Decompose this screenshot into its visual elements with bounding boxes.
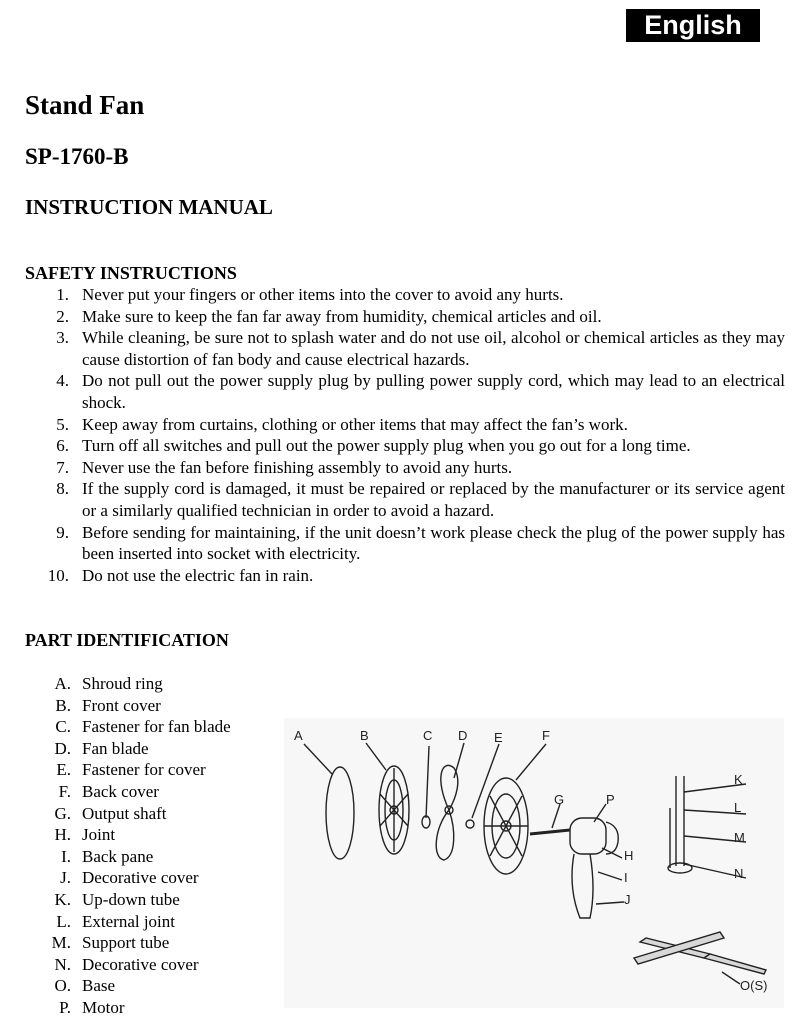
diagram-label-p: P: [606, 792, 615, 807]
item-number: 6.: [56, 436, 69, 456]
item-letter: K.: [54, 889, 71, 909]
diagram-label-f: F: [542, 728, 550, 743]
item-text: If the supply cord is damaged, it must be repaired or replaced by the manufacturer or its service agent or a similarly qualified technician in order to avoid a hazard.: [82, 479, 785, 520]
item-letter: L.: [56, 911, 71, 931]
list-item: [25, 975, 295, 997]
item-letter: C.: [55, 717, 71, 737]
item-number: 2.: [56, 306, 69, 326]
item-letter: J.: [60, 868, 71, 888]
item-letter: M.: [51, 933, 71, 953]
diagram-label-d: D: [458, 728, 468, 743]
list-item: [25, 781, 295, 803]
list-item: [25, 824, 295, 846]
item-letter: O.: [54, 976, 71, 996]
item-text: Joint: [82, 825, 116, 845]
diagram-label-m: M: [734, 830, 745, 845]
item-text: Decorative cover: [82, 954, 199, 974]
item-text: Before sending for maintaining, if the unit doesn’t work please check the plug of the power supply has been inserted into socket with electricity.: [82, 522, 785, 564]
item-number: 3.: [56, 328, 69, 348]
item-text: Up-down tube: [82, 889, 180, 909]
diagram-label-h: H: [624, 848, 634, 863]
list-item: [25, 414, 785, 436]
diagram-label-g: G: [554, 792, 565, 807]
item-text: Output shaft: [82, 803, 167, 823]
item-text: Fan blade: [82, 738, 149, 758]
item-number: 8.: [56, 479, 69, 499]
item-text: Keep away from curtains, clothing or other items that may affect the fan’s work.: [82, 414, 628, 434]
list-item: [25, 846, 295, 868]
item-text: Shroud ring: [82, 674, 163, 693]
item-text: While cleaning, be sure not to splash water and do not use oil, alcohol or chemical articles as they may cause distortion of fan body and cause electrical hazards.: [82, 328, 785, 369]
item-letter: A.: [54, 674, 71, 693]
item-letter: N.: [54, 954, 71, 974]
document-title: Stand Fan: [25, 90, 145, 120]
item-text: Do not use the electric fan in rain.: [82, 565, 314, 585]
diagram-label-k: K: [734, 772, 743, 787]
list-item: [25, 565, 785, 587]
diagram-label-l: L: [734, 800, 742, 815]
item-text: Back cover: [82, 781, 159, 801]
item-text: Never use the fan before finishing assembly to avoid any hurts.: [82, 457, 513, 477]
list-item: [25, 673, 295, 695]
diagram-label-a: A: [294, 728, 303, 743]
item-text: Make sure to keep the fan far away from humidity, chemical articles and oil.: [82, 306, 602, 326]
list-item: [25, 327, 785, 370]
list-item: [25, 803, 295, 825]
item-letter: G.: [54, 803, 71, 823]
diagram-label-c: C: [423, 728, 433, 743]
list-item: [25, 738, 295, 760]
item-number: 5.: [56, 414, 69, 434]
manual-heading: INSTRUCTION MANUAL: [25, 195, 273, 219]
safety-list: [25, 284, 785, 586]
item-letter: P.: [59, 997, 71, 1017]
item-number: 4.: [56, 371, 69, 391]
item-number: 1.: [56, 285, 69, 304]
parts-heading: PART IDENTIFICATION: [25, 630, 229, 650]
list-item: [25, 759, 295, 781]
item-text: Front cover: [82, 695, 161, 715]
item-number: 9.: [56, 522, 69, 542]
parts-diagram: [284, 718, 784, 1008]
item-text: External joint: [82, 911, 176, 931]
item-text: Fastener for fan blade: [82, 717, 231, 737]
item-number: 10.: [47, 565, 69, 585]
item-letter: E.: [56, 760, 71, 780]
language-badge: English: [626, 9, 760, 42]
list-item: [25, 911, 295, 933]
list-item: [25, 932, 295, 954]
item-text: Do not pull out the power supply plug by pulling power supply cord, which may lead to an electrical shock.: [82, 371, 785, 412]
list-item: [25, 457, 785, 479]
item-letter: D.: [54, 738, 71, 758]
parts-list: [25, 673, 295, 1019]
item-letter: I.: [61, 846, 71, 866]
diagram-background: [284, 718, 784, 1008]
item-text: Support tube: [82, 933, 170, 953]
item-number: 7.: [56, 457, 69, 477]
list-item: [25, 954, 295, 976]
diagram-label-n: N: [734, 866, 744, 881]
item-text: Turn off all switches and pull out the power supply plug when you go out for a long time.: [82, 436, 691, 456]
list-item: [25, 306, 785, 328]
diagram-label-o: O(S): [740, 978, 768, 993]
item-text: Fastener for cover: [82, 760, 206, 780]
list-item: [25, 522, 785, 565]
diagram-label-j: J: [624, 892, 631, 907]
list-item: [25, 435, 785, 457]
diagram-label-i: I: [624, 870, 628, 885]
list-item: [25, 370, 785, 413]
diagram-label-e: E: [494, 730, 503, 745]
item-text: Back pane: [82, 846, 154, 866]
list-item: [25, 716, 295, 738]
safety-heading: SAFETY INSTRUCTIONS: [25, 263, 237, 283]
item-text: Never put your fingers or other items into the cover to avoid any hurts.: [82, 285, 564, 304]
item-text: Decorative cover: [82, 868, 199, 888]
list-item: [25, 997, 295, 1019]
list-item: [25, 889, 295, 911]
item-letter: F.: [58, 781, 71, 801]
item-text: Motor: [82, 997, 125, 1017]
diagram-label-b: B: [360, 728, 369, 743]
list-item: [25, 478, 785, 521]
list-item: [25, 695, 295, 717]
list-item: [25, 867, 295, 889]
item-letter: B.: [55, 695, 71, 715]
list-item: [25, 284, 785, 306]
item-text: Base: [82, 976, 116, 996]
model-number: SP-1760-B: [25, 144, 129, 169]
item-letter: H.: [54, 825, 71, 845]
